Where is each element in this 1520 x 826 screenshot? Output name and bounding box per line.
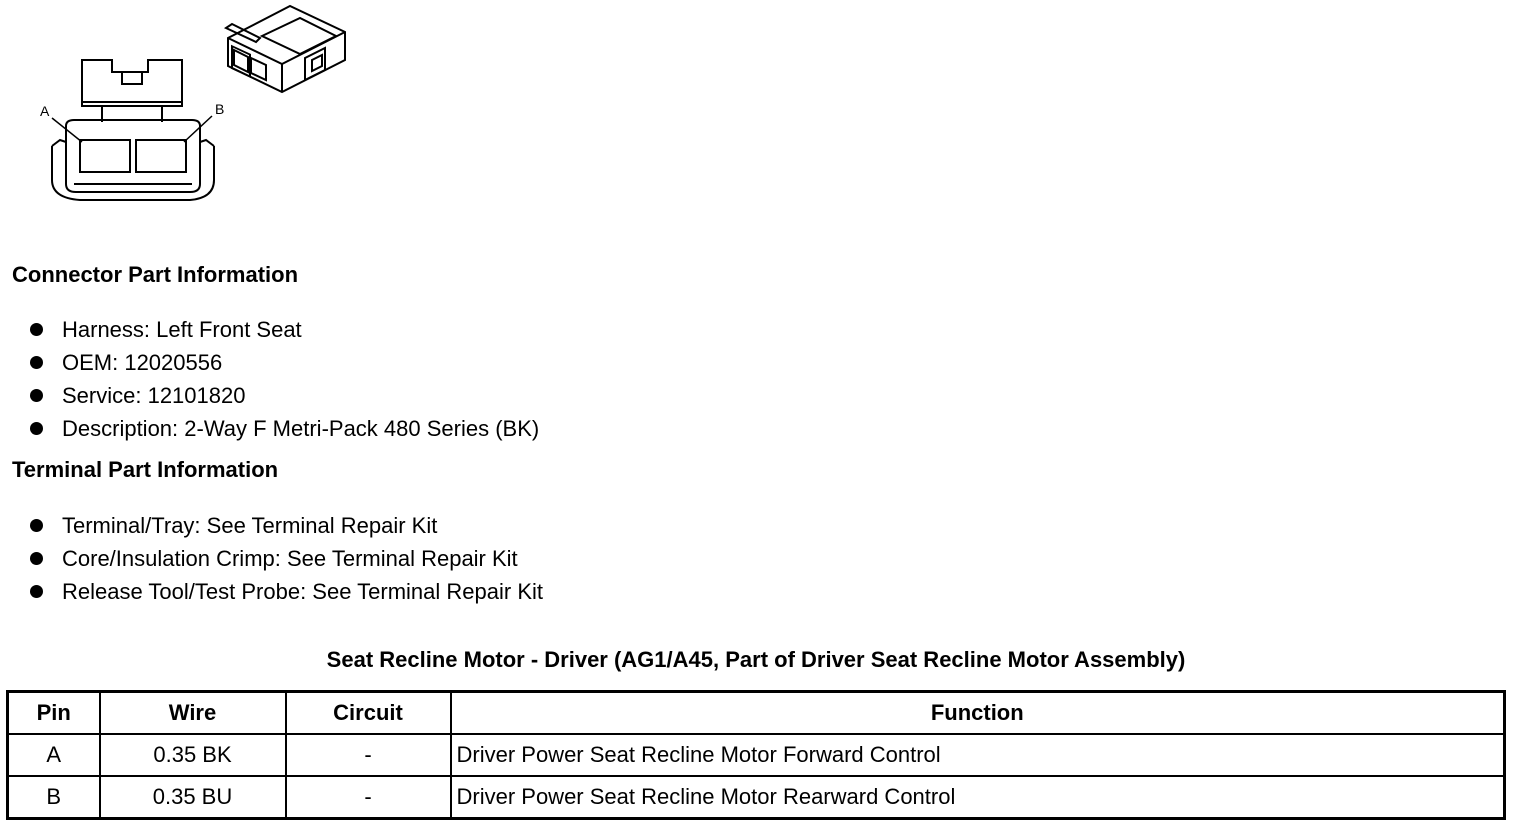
terminal-part-information-heading: Terminal Part Information [12,457,279,482]
cell-wire: 0.35 BK [100,734,286,776]
header-pin: Pin [8,692,100,735]
bullet-icon [30,585,43,598]
list-item: Description: 2-Way F Metri-Pack 480 Series (BK) [0,416,539,449]
bullet-icon [30,389,43,402]
cell-pin: B [8,776,100,819]
pin-table [6,690,1506,820]
table-row [8,776,1505,819]
bullet-icon [30,552,43,565]
list-item: Core/Insulation Crimp: See Terminal Repair Kit [0,546,543,579]
pin-label-a: A [40,103,50,119]
connector-front-view [52,60,214,200]
connector-isometric-view [226,6,345,92]
cell-circuit: - [286,734,451,776]
list-item: Release Tool/Test Probe: See Terminal Repair Kit [0,579,543,612]
list-item: Service: 12101820 [0,383,539,416]
connector-part-list [0,317,539,449]
pin-label-b: B [215,101,225,117]
terminal-part-list [0,513,543,612]
header-circuit: Circuit [286,692,451,735]
cell-function: Driver Power Seat Recline Motor Forward Control [451,734,1505,776]
cell-wire: 0.35 BU [100,776,286,819]
bullet-icon [30,356,43,369]
cell-circuit: - [286,776,451,819]
table-header-row [8,692,1505,735]
list-item: Terminal/Tray: See Terminal Repair Kit [0,513,543,546]
list-item: OEM: 12020556 [0,350,539,383]
header-wire: Wire [100,692,286,735]
bullet-icon [30,422,43,435]
header-function: Function [451,692,1505,735]
cell-pin: A [8,734,100,776]
table-row [8,734,1505,776]
bullet-icon [30,519,43,532]
connector-part-information-heading: Connector Part Information [12,262,299,287]
cell-function: Driver Power Seat Recline Motor Rearward Control [451,776,1505,819]
list-item: Harness: Left Front Seat [0,317,539,350]
pin-table-title: Seat Recline Motor - Driver (AG1/A45, Part of Driver Seat Recline Motor Assembly) [326,647,1186,672]
connector-illustration [0,0,360,215]
bullet-icon [30,323,43,336]
